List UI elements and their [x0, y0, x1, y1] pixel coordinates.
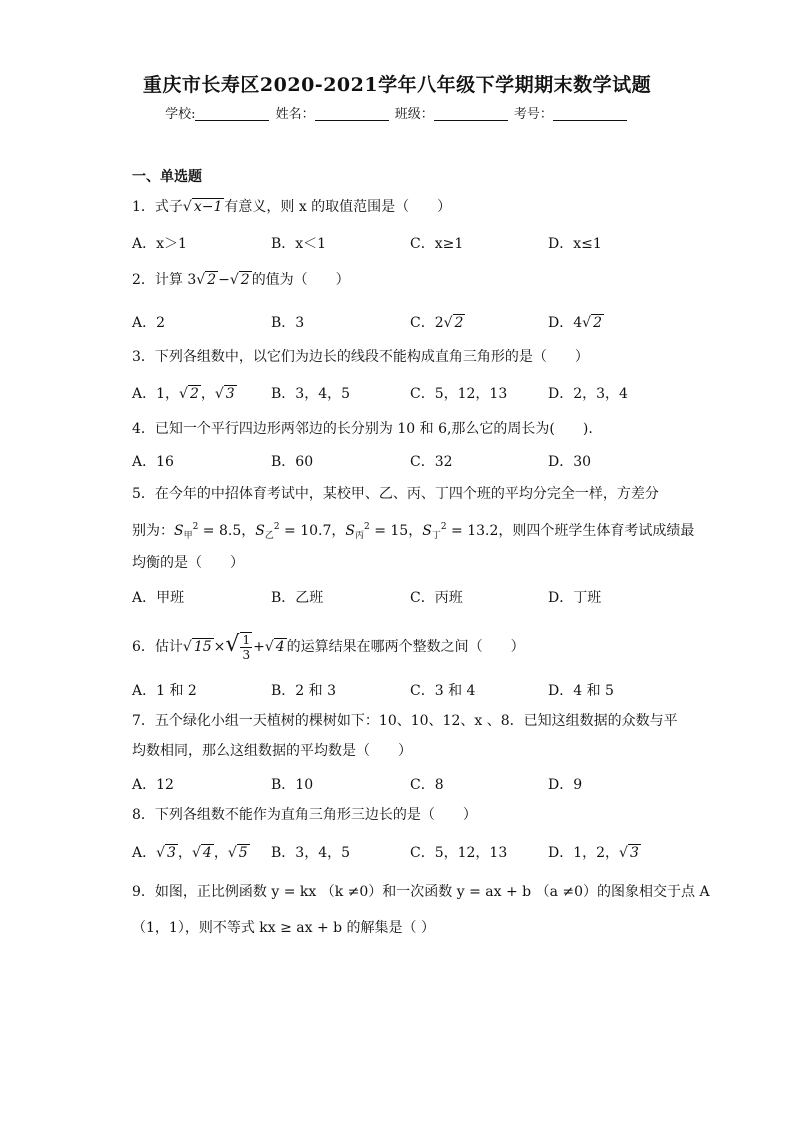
option-b[interactable]: B．x＜1	[271, 236, 327, 252]
question-6: 6．估计√ 15 ×√ $\frac{1}{3}$ +√ 4 的运算结果在哪两个整数之间（ ）	[132, 632, 525, 662]
q1-radicand: x−1	[193, 199, 223, 215]
section-heading: 一、单选题	[132, 169, 202, 185]
option-b[interactable]: B．3，4，5	[271, 845, 351, 861]
option-b[interactable]: B．2 和 3	[271, 683, 337, 699]
option-d[interactable]: D．1，2，√ 3	[548, 845, 639, 861]
question-7-line-1: 7．五个绿化小组一天植树的棵树如下：10、10、12、x 、8．已知这组数据的众数与平	[132, 713, 678, 729]
option-d[interactable]: D．2，3，4	[548, 386, 628, 402]
option-c[interactable]: C．3 和 4	[410, 683, 476, 699]
option-a[interactable]: A．12	[132, 777, 174, 793]
option-b[interactable]: B．3	[271, 315, 305, 331]
question-5-line-2: 别为：$S_甲^2 = 8.5$，$S_乙^2 = 10.7$，$S_丙^2 = 15$，$S_丁^2 = 13.2$，则四个班学生体育考试成绩最	[132, 522, 695, 541]
option-c[interactable]: C．5，12，13	[410, 845, 508, 861]
one-third-fraction: $\frac{1}{3}$	[242, 633, 251, 662]
option-c[interactable]: C．2√ 2	[410, 315, 464, 331]
question-7-line-2: 均数相同，那么这组数据的平均数是（ ）	[132, 743, 412, 759]
question-7-options	[132, 774, 672, 796]
option-b[interactable]: B．乙班	[271, 590, 324, 606]
option-a[interactable]: A．x＞1	[132, 236, 187, 252]
name-label: 姓名：	[275, 107, 315, 122]
question-2: 2．计算 3√ 2 −√ 2 的值为（ ）	[132, 272, 350, 288]
option-a[interactable]: A．甲班	[132, 590, 185, 606]
option-c[interactable]: C．8	[410, 777, 444, 793]
school-blank[interactable]	[195, 106, 269, 121]
option-d[interactable]: D．4√ 2	[548, 315, 602, 331]
option-d[interactable]: D．4 和 5	[548, 683, 614, 699]
question-4-options	[132, 451, 672, 473]
question-2-options	[132, 312, 672, 334]
option-a[interactable]: A．1 和 2	[132, 683, 197, 699]
option-a[interactable]: A．1，√ 2 ，√ 3	[132, 386, 235, 402]
question-9-line-2: （1，1），则不等式 kx ≥ ax + b 的解集是（ ）	[132, 920, 436, 936]
option-d[interactable]: D．9	[548, 777, 583, 793]
class-blank[interactable]	[434, 106, 508, 121]
option-b[interactable]: B．3，4，5	[271, 386, 351, 402]
question-4: 4．已知一个平行四边形两邻边的长分别为 10 和 6,那么它的周长为( ).	[132, 421, 593, 437]
question-5-line-1: 5．在今年的中招体育考试中，某校甲、乙、丙、丁四个班的平均分完全一样，方差分	[132, 486, 659, 502]
question-1: 1．式子√ x−1 有意义，则 x 的取值范围是（ ）	[132, 199, 452, 215]
option-c[interactable]: C．32	[410, 454, 453, 470]
question-6-options	[132, 680, 672, 702]
option-c[interactable]: C．x≥1	[410, 236, 464, 252]
question-5-options	[132, 587, 672, 609]
number-label: 考号：	[513, 107, 553, 122]
option-b[interactable]: B．60	[271, 454, 314, 470]
option-a[interactable]: A．√ 3 ，√ 4 ，√ 5	[132, 845, 248, 861]
question-3: 3．下列各组数中，以它们为边长的线段不能构成直角三角形的是（ ）	[132, 349, 589, 365]
option-d[interactable]: D．丁班	[548, 590, 602, 606]
question-5-line-3: 均衡的是（ ）	[132, 555, 244, 571]
option-c[interactable]: C．5，12，13	[410, 386, 508, 402]
option-d[interactable]: D．30	[548, 454, 592, 470]
school-label: 学校:	[165, 107, 196, 122]
option-a[interactable]: A．16	[132, 454, 174, 470]
option-a[interactable]: A．2	[132, 315, 166, 331]
question-1-options	[132, 233, 672, 255]
page-title: 重庆市长寿区2020-2021学年八年级下学期期末数学试题	[142, 74, 652, 96]
question-9-line-1: 9．如图，正比例函数 y = kx （k ≠0）和一次函数 y = ax + b （a ≠0）的图象相交于点 A	[132, 884, 710, 900]
option-c[interactable]: C．丙班	[410, 590, 463, 606]
option-d[interactable]: D．x≤1	[548, 236, 602, 252]
number-blank[interactable]	[553, 106, 627, 121]
name-blank[interactable]	[315, 106, 389, 121]
class-label: 班级：	[394, 107, 434, 122]
question-8: 8．下列各组数不能作为直角三角形三边长的是（ ）	[132, 807, 477, 823]
question-8-options	[132, 842, 672, 864]
question-3-options	[132, 383, 672, 405]
student-info-line	[0, 103, 794, 122]
option-b[interactable]: B．10	[271, 777, 314, 793]
